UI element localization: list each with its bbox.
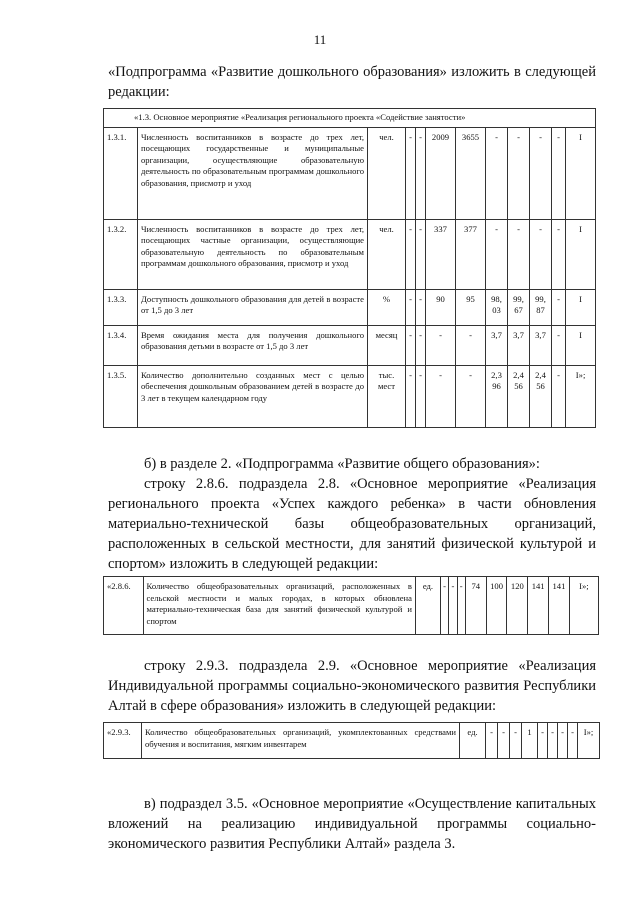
row-number: 1.3.5. bbox=[104, 365, 138, 427]
row-value: 99, 67 bbox=[508, 289, 530, 325]
row-value: - bbox=[416, 219, 426, 289]
row-value: - bbox=[426, 365, 456, 427]
row-value: 3655 bbox=[456, 127, 486, 219]
table-row bbox=[104, 219, 596, 289]
row-value: 3,7 bbox=[530, 325, 552, 365]
table-row-293 bbox=[103, 722, 600, 759]
row-value: - bbox=[416, 289, 426, 325]
intro-paragraph: «Подпрограмма «Развитие дошкольного образования» изложить в следующей редакции: bbox=[108, 64, 596, 100]
row-value: 2009 bbox=[426, 127, 456, 219]
row-unit: ед. bbox=[415, 577, 440, 635]
row-value: - bbox=[538, 723, 548, 759]
row-number: «2.8.6. bbox=[104, 577, 144, 635]
row-value: - bbox=[530, 219, 552, 289]
row-unit: месяц bbox=[368, 325, 406, 365]
row-value: - bbox=[552, 289, 566, 325]
row-value: - bbox=[406, 289, 416, 325]
row-value: 120 bbox=[507, 577, 528, 635]
row-description: Количество общеобразовательных организаций, расположенных в сельской местности и малых городах, в которых обновлена материально-техническая база для занятий физической культурой и спортом bbox=[143, 577, 415, 635]
row-description: Время ожидания места для получения дошкольного образования детьми в возрасте от 1,5 до 3 лет bbox=[138, 325, 368, 365]
row-description: Численность воспитанников в возрасте до трех лет, посещающих государственные и муниципальные организации, осуществляющие образовательную деятельность по образовательным программам дошкольного образования, присмотр и уход bbox=[138, 127, 368, 219]
row-value: - bbox=[449, 577, 457, 635]
row-value: 2,4 56 bbox=[530, 365, 552, 427]
table-row bbox=[104, 325, 596, 365]
row-value: 98, 03 bbox=[486, 289, 508, 325]
row-value: - bbox=[486, 127, 508, 219]
row-value: I bbox=[566, 325, 596, 365]
row-value: - bbox=[530, 127, 552, 219]
row-value: 99, 87 bbox=[530, 289, 552, 325]
row-number: «2.9.3. bbox=[104, 723, 142, 759]
row-value: - bbox=[508, 127, 530, 219]
table-subprogram-preschool bbox=[103, 108, 596, 428]
row-value: I bbox=[566, 289, 596, 325]
table-row bbox=[104, 127, 596, 219]
row-value: I»; bbox=[566, 365, 596, 427]
row-value: - bbox=[510, 723, 522, 759]
table-row bbox=[104, 723, 600, 759]
row-value: 337 bbox=[426, 219, 456, 289]
row-unit: чел. bbox=[368, 127, 406, 219]
row-value: - bbox=[426, 325, 456, 365]
row-value: - bbox=[552, 127, 566, 219]
table-row bbox=[104, 577, 599, 635]
table-row bbox=[104, 289, 596, 325]
paragraph-b: б) в разделе 2. «Подпрограмма «Развитие общего образования»: bbox=[144, 456, 540, 472]
row-value: I bbox=[566, 127, 596, 219]
row-value: 3,7 bbox=[486, 325, 508, 365]
row-value: 74 bbox=[465, 577, 486, 635]
paragraph-v: в) подраздел 3.5. «Основное мероприятие «Осуществление капитальных вложений на реализацию индивидуальной программы социально-экономического развития Республики Алтай» раздела 3. bbox=[108, 796, 596, 852]
row-value: - bbox=[406, 365, 416, 427]
page-number: 11 bbox=[313, 32, 327, 47]
row-value: I bbox=[566, 219, 596, 289]
row-value: - bbox=[568, 723, 578, 759]
row-value: 1 bbox=[522, 723, 538, 759]
row-value: - bbox=[406, 325, 416, 365]
row-value: 100 bbox=[486, 577, 507, 635]
paragraph-293: строку 2.9.3. подраздела 2.9. «Основное мероприятие «Реализация Индивидуальной программы социально-экономического развития Республики Алтай в сфере образования» изложить в следующей редакции: bbox=[108, 658, 596, 714]
row-value: 141 bbox=[528, 577, 549, 635]
row-value: 2,4 56 bbox=[508, 365, 530, 427]
row-value: - bbox=[558, 723, 568, 759]
row-value: - bbox=[486, 723, 498, 759]
row-value: - bbox=[416, 365, 426, 427]
row-description: Количество дополнительно созданных мест с целью обеспечения дошкольным образованием детей в возрасте до 3 лет в текущем календарном году bbox=[138, 365, 368, 427]
row-value: - bbox=[456, 365, 486, 427]
row-value: 2,3 96 bbox=[486, 365, 508, 427]
table-row bbox=[104, 365, 596, 427]
row-value: 141 bbox=[549, 577, 570, 635]
row-number: 1.3.2. bbox=[104, 219, 138, 289]
row-value: 377 bbox=[456, 219, 486, 289]
row-value: - bbox=[406, 127, 416, 219]
table-header: «1.3. Основное мероприятие «Реализация регионального проекта «Содействие занятости» bbox=[104, 109, 596, 128]
paragraph-286: строку 2.8.6. подраздела 2.8. «Основное мероприятие «Реализация регионального проекта «Успех каждого ребенка» в части обновления материально-технической базы общеобразовательных организаций, расположенных в сельской местности, для занятий физической культурой и спортом» изложить в следующей редакции: bbox=[108, 476, 596, 572]
row-number: 1.3.4. bbox=[104, 325, 138, 365]
row-number: 1.3.1. bbox=[104, 127, 138, 219]
row-value: - bbox=[552, 365, 566, 427]
row-value: 90 bbox=[426, 289, 456, 325]
row-value: - bbox=[457, 577, 465, 635]
row-value: - bbox=[498, 723, 510, 759]
row-value: 3,7 bbox=[508, 325, 530, 365]
row-description: Доступность дошкольного образования для детей в возрасте от 1,5 до 3 лет bbox=[138, 289, 368, 325]
row-unit: тыс. мест bbox=[368, 365, 406, 427]
row-value: - bbox=[416, 127, 426, 219]
row-value: - bbox=[508, 219, 530, 289]
row-value: - bbox=[552, 219, 566, 289]
row-description: Численность воспитанников в возрасте до трех лет, посещающих частные организации, осуществляющие образовательную деятельность по образовательным программам дошкольного образования, присмотр и уход bbox=[138, 219, 368, 289]
table-row-286 bbox=[103, 576, 599, 635]
row-description: Количество общеобразовательных организаций, укомплектованных средствами обучения и воспитания, мягким инвентарем bbox=[142, 723, 460, 759]
row-unit: % bbox=[368, 289, 406, 325]
row-unit: ед. bbox=[460, 723, 486, 759]
row-value: - bbox=[548, 723, 558, 759]
row-unit: чел. bbox=[368, 219, 406, 289]
row-number: 1.3.3. bbox=[104, 289, 138, 325]
row-value: I»; bbox=[569, 577, 598, 635]
row-value: I»; bbox=[578, 723, 600, 759]
row-value: - bbox=[552, 325, 566, 365]
row-value: 95 bbox=[456, 289, 486, 325]
row-value: - bbox=[456, 325, 486, 365]
row-value: - bbox=[406, 219, 416, 289]
row-value: - bbox=[440, 577, 448, 635]
table-header-row bbox=[104, 109, 596, 128]
row-value: - bbox=[486, 219, 508, 289]
row-value: - bbox=[416, 325, 426, 365]
